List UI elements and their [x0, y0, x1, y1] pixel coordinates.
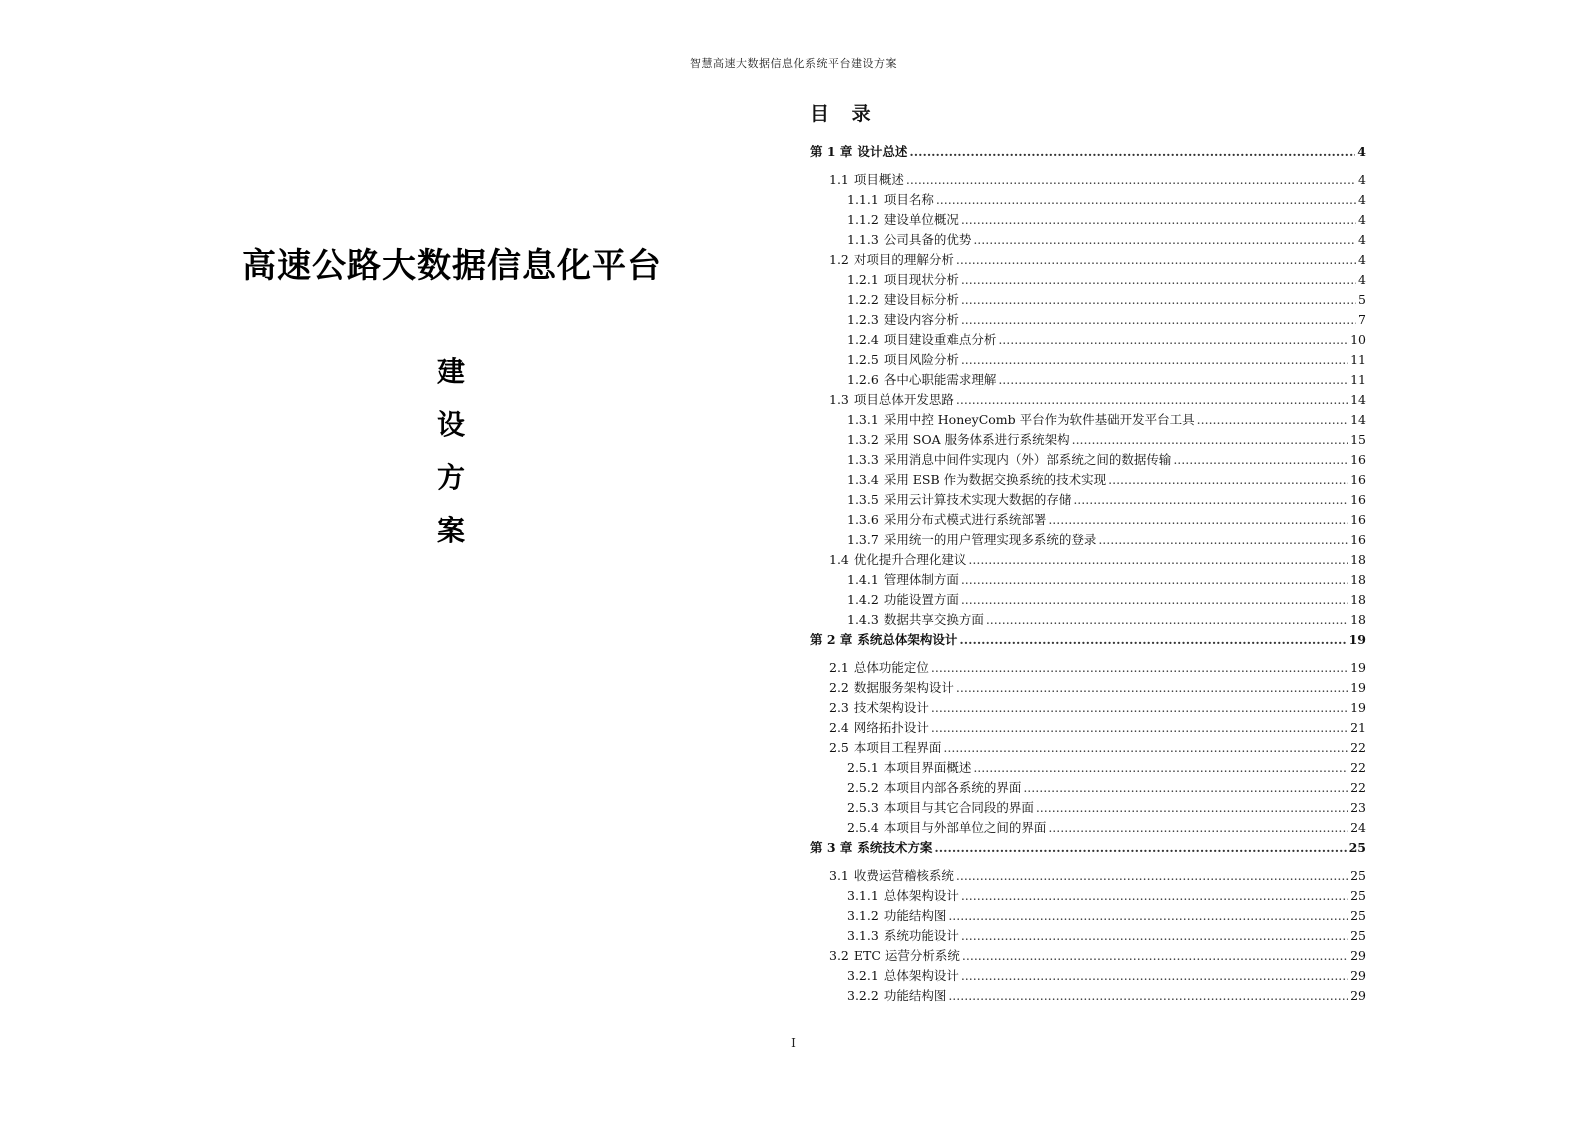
- toc-entry-page: 18: [1350, 572, 1366, 587]
- toc-entry-page: 16: [1350, 512, 1366, 527]
- toc-dot-leader: [961, 270, 1356, 290]
- running-header: 智慧高速大数据信息化系统平台建设方案: [690, 57, 897, 70]
- toc-entry[interactable]: [810, 678, 1366, 698]
- toc-entry-title: 建设目标分析: [883, 292, 959, 307]
- toc-entry-page: 25: [1350, 868, 1366, 883]
- toc-entry-title: 项目建设重难点分析: [883, 332, 997, 347]
- toc-entry[interactable]: [810, 370, 1366, 390]
- toc-entry-title: 项目概述: [853, 172, 904, 187]
- toc-entry[interactable]: [810, 778, 1366, 798]
- toc-entry[interactable]: [810, 190, 1366, 210]
- toc-entry-page: 11: [1350, 352, 1366, 367]
- toc-entry[interactable]: [810, 430, 1366, 450]
- toc-entry[interactable]: [810, 570, 1366, 590]
- toc-dot-leader: [968, 550, 1348, 570]
- toc-dot-leader: [906, 170, 1356, 190]
- toc-entry-number: 3.2.2: [847, 988, 879, 1003]
- toc-entry-number: 1.1.2: [847, 212, 879, 227]
- toc-entry-number: 2.5.3: [847, 800, 879, 815]
- toc-entry[interactable]: [810, 550, 1366, 570]
- toc-dot-leader: [1023, 778, 1348, 798]
- toc-entry-number: 1.2.6: [847, 372, 879, 387]
- toc-entry[interactable]: [810, 510, 1366, 530]
- toc-entry-title: 总体架构设计: [883, 888, 959, 903]
- toc-entry-number: 2.5.1: [847, 760, 879, 775]
- toc-entry-title: 本项目与其它合同段的界面: [883, 800, 1034, 815]
- toc-entry-title: 本项目与外部单位之间的界面: [883, 820, 1047, 835]
- toc-entry-page: 4: [1358, 232, 1366, 247]
- cover-subtitle-char: 案: [437, 514, 466, 547]
- toc-entry-number: 第 1 章: [810, 144, 853, 159]
- toc-dot-leader: [948, 986, 1348, 1006]
- toc-entry-title: 各中心职能需求理解: [883, 372, 997, 387]
- toc-dot-leader: [959, 630, 1346, 650]
- cover-subtitle-char: 方: [437, 461, 466, 494]
- toc-entry-page: 15: [1350, 432, 1366, 447]
- toc-entry-title: 采用 ESB 作为数据交换系统的技术实现: [883, 472, 1107, 487]
- toc-entry-number: 3.1.1: [847, 888, 879, 903]
- toc-entry[interactable]: [810, 490, 1366, 510]
- toc-entry[interactable]: [810, 946, 1366, 966]
- toc-entry-number: 1.3.2: [847, 432, 879, 447]
- toc-entry-title: 数据共享交换方面: [883, 612, 984, 627]
- toc-entry-number: 1.3.5: [847, 492, 879, 507]
- toc-dot-leader: [1108, 470, 1348, 490]
- toc-entry-number: 1.3.3: [847, 452, 879, 467]
- toc-dot-leader: [934, 838, 1346, 858]
- toc-entry-title: 系统技术方案: [857, 840, 933, 855]
- toc-entry-title: 管理体制方面: [883, 572, 959, 587]
- toc-entry[interactable]: [810, 470, 1366, 490]
- toc-entry-title: 技术架构设计: [853, 700, 929, 715]
- toc-entry-number: 1.1: [829, 172, 849, 187]
- toc-entry[interactable]: [810, 230, 1366, 250]
- cover-title: 高速公路大数据信息化平台: [242, 246, 662, 286]
- toc-entry-page: 16: [1350, 532, 1366, 547]
- toc-entry-number: 3.1: [829, 868, 849, 883]
- toc-entry-page: 29: [1350, 948, 1366, 963]
- toc-entry[interactable]: [810, 926, 1366, 946]
- toc-entry-page: 22: [1350, 740, 1366, 755]
- toc-entry-number: 1.4.2: [847, 592, 879, 607]
- toc-entry-title: 采用消息中间件实现内（外）部系统之间的数据传输: [883, 452, 1172, 467]
- toc-dot-leader: [931, 718, 1348, 738]
- toc-entry-title: 设计总述: [857, 144, 908, 159]
- toc-entry[interactable]: [810, 530, 1366, 550]
- toc-dot-leader: [962, 946, 1348, 966]
- toc-entry-page: 24: [1350, 820, 1366, 835]
- toc-entry-number: 2.5.4: [847, 820, 879, 835]
- cover-subtitle-char: 设: [437, 408, 466, 441]
- toc-entry-number: 1.2.1: [847, 272, 879, 287]
- toc-entry-number: 3.1.2: [847, 908, 879, 923]
- toc-entry-number: 1.3.1: [847, 412, 879, 427]
- toc-dot-leader: [961, 570, 1348, 590]
- toc-entry-number: 1.4: [829, 552, 849, 567]
- toc-entry[interactable]: [810, 350, 1366, 370]
- toc-dot-leader: [1098, 530, 1348, 550]
- toc-entry-title: 收费运营稽核系统: [853, 868, 954, 883]
- toc-heading: 目 录: [810, 103, 879, 125]
- toc-entry-number: 第 3 章: [810, 840, 853, 855]
- toc-entry-number: 2.4: [829, 720, 849, 735]
- toc-entry-page: 22: [1350, 760, 1366, 775]
- toc-dot-leader: [956, 678, 1348, 698]
- toc-entry-page: 4: [1358, 252, 1366, 267]
- toc-dot-leader: [986, 610, 1348, 630]
- toc-entry[interactable]: [810, 390, 1366, 410]
- toc-entry-number: 2.5.2: [847, 780, 879, 795]
- toc-entry[interactable]: [810, 798, 1366, 818]
- toc-entry[interactable]: [810, 718, 1366, 738]
- toc-dot-leader: [931, 698, 1348, 718]
- toc-entry-title: 本项目界面概述: [883, 760, 972, 775]
- toc-entry-page: 21: [1350, 720, 1366, 735]
- toc-entry-page: 18: [1350, 592, 1366, 607]
- toc-entry[interactable]: [810, 270, 1366, 290]
- toc-dot-leader: [1048, 818, 1348, 838]
- toc-entry-number: 1.3.7: [847, 532, 879, 547]
- toc-entry[interactable]: [810, 330, 1366, 350]
- toc-dot-leader: [973, 758, 1348, 778]
- toc-dot-leader: [931, 658, 1348, 678]
- toc-entry-title: 建设内容分析: [883, 312, 959, 327]
- toc-entry-number: 1.3: [829, 392, 849, 407]
- toc-entry-number: 3.2.1: [847, 968, 879, 983]
- cover-subtitle-vertical: [437, 355, 465, 567]
- toc-entry-title: 采用 SOA 服务体系进行系统架构: [883, 432, 1070, 447]
- toc-entry-title: 本项目内部各系统的界面: [883, 780, 1022, 795]
- toc-entry-title: 系统功能设计: [883, 928, 959, 943]
- toc-entry[interactable]: [810, 966, 1366, 986]
- toc-entry-title: ETC 运营分析系统: [853, 948, 960, 963]
- toc-dot-leader: [961, 926, 1348, 946]
- toc-entry[interactable]: [810, 986, 1366, 1006]
- toc-dot-leader: [936, 190, 1356, 210]
- toc-entry[interactable]: [810, 450, 1366, 470]
- toc-entry-title: 优化提升合理化建议: [853, 552, 967, 567]
- toc-entry-title: 功能结构图: [883, 908, 947, 923]
- toc-entry[interactable]: [810, 290, 1366, 310]
- toc-entry-page: 19: [1350, 660, 1366, 675]
- toc-entry-title: 网络拓扑设计: [853, 720, 929, 735]
- toc-entry[interactable]: [810, 170, 1366, 190]
- toc-entry-number: 1.2.3: [847, 312, 879, 327]
- toc-dot-leader: [1036, 798, 1348, 818]
- toc-entry-title: 总体功能定位: [853, 660, 929, 675]
- toc-entry-number: 1.4.1: [847, 572, 879, 587]
- toc-entry[interactable]: [810, 698, 1366, 718]
- toc-entry-title: 数据服务架构设计: [853, 680, 954, 695]
- toc-entry[interactable]: [810, 866, 1366, 886]
- toc-entry-number: 2.2: [829, 680, 849, 695]
- toc-entry-page: 23: [1350, 800, 1366, 815]
- toc-entry[interactable]: [810, 906, 1366, 926]
- toc-dot-leader: [961, 210, 1356, 230]
- toc-entry-number: 1.3.4: [847, 472, 879, 487]
- page-number: I: [791, 1036, 796, 1050]
- toc-entry-number: 第 2 章: [810, 632, 853, 647]
- toc-entry-page: 5: [1358, 292, 1366, 307]
- toc-entry[interactable]: [810, 886, 1366, 906]
- toc-entry-number: 1.2.4: [847, 332, 879, 347]
- toc-dot-leader: [1173, 450, 1348, 470]
- toc-entry-title: 采用统一的用户管理实现多系统的登录: [883, 532, 1097, 547]
- toc-entry-title: 项目现状分析: [883, 272, 959, 287]
- toc-entry-page: 29: [1350, 988, 1366, 1003]
- toc-entry-page: 19: [1350, 680, 1366, 695]
- toc-entry-page: 25: [1350, 908, 1366, 923]
- toc-entry-page: 25: [1348, 840, 1366, 855]
- toc-entry-number: 1.2.5: [847, 352, 879, 367]
- toc-entry-page: 29: [1350, 968, 1366, 983]
- toc-entry-number: 3.2: [829, 948, 849, 963]
- toc-entry-title: 总体架构设计: [883, 968, 959, 983]
- toc-entry-page: 22: [1350, 780, 1366, 795]
- toc-entry-title: 功能设置方面: [883, 592, 959, 607]
- toc-entry-page: 11: [1350, 372, 1366, 387]
- toc-entry[interactable]: [810, 630, 1366, 658]
- toc-list: [810, 142, 1366, 1006]
- toc-entry[interactable]: [810, 738, 1366, 758]
- toc-entry-title: 项目风险分析: [883, 352, 959, 367]
- toc-dot-leader: [961, 590, 1348, 610]
- toc-entry[interactable]: [810, 142, 1366, 170]
- toc-entry[interactable]: [810, 210, 1366, 230]
- toc-entry-number: 1.4.3: [847, 612, 879, 627]
- toc-entry-page: 4: [1358, 192, 1366, 207]
- toc-entry-page: 4: [1357, 144, 1366, 159]
- toc-entry-number: 1.2.2: [847, 292, 879, 307]
- toc-dot-leader: [1048, 510, 1348, 530]
- toc-dot-leader: [961, 886, 1348, 906]
- toc-entry-number: 1.1.1: [847, 192, 879, 207]
- toc-dot-leader: [1072, 430, 1348, 450]
- toc-entry-page: 14: [1350, 392, 1366, 407]
- toc-entry-page: 4: [1358, 212, 1366, 227]
- toc-entry-title: 系统总体架构设计: [857, 632, 958, 647]
- toc-entry-number: 2.3: [829, 700, 849, 715]
- toc-entry-number: 2.1: [829, 660, 849, 675]
- toc-entry-title: 建设单位概况: [883, 212, 959, 227]
- toc-entry[interactable]: [810, 310, 1366, 330]
- toc-dot-leader: [973, 230, 1356, 250]
- toc-dot-leader: [1073, 490, 1348, 510]
- toc-entry-title: 采用云计算技术实现大数据的存储: [883, 492, 1072, 507]
- toc-entry-number: 2.5: [829, 740, 849, 755]
- toc-entry-page: 25: [1350, 928, 1366, 943]
- toc-entry-number: 1.3.6: [847, 512, 879, 527]
- toc-entry[interactable]: [810, 410, 1366, 430]
- toc-entry-page: 7: [1358, 312, 1366, 327]
- toc-entry-page: 19: [1348, 632, 1366, 647]
- toc-dot-leader: [956, 866, 1348, 886]
- toc-entry-page: 16: [1350, 472, 1366, 487]
- toc-entry-title: 项目名称: [883, 192, 934, 207]
- toc-dot-leader: [961, 290, 1356, 310]
- table-of-contents: [810, 102, 1366, 1006]
- toc-entry[interactable]: [810, 658, 1366, 678]
- toc-entry-page: 10: [1350, 332, 1366, 347]
- toc-entry[interactable]: [810, 610, 1366, 630]
- toc-dot-leader: [909, 142, 1355, 162]
- toc-dot-leader: [961, 966, 1348, 986]
- toc-entry-title: 采用分布式模式进行系统部署: [883, 512, 1047, 527]
- toc-dot-leader: [998, 370, 1348, 390]
- toc-dot-leader: [943, 738, 1348, 758]
- toc-entry-page: 14: [1350, 412, 1366, 427]
- toc-dot-leader: [948, 906, 1348, 926]
- toc-entry-title: 采用中控 HoneyComb 平台作为软件基础开发平台工具: [883, 412, 1195, 427]
- toc-entry-number: 1.1.3: [847, 232, 879, 247]
- toc-entry-title: 对项目的理解分析: [853, 252, 954, 267]
- toc-dot-leader: [961, 310, 1356, 330]
- toc-entry-title: 项目总体开发思路: [853, 392, 954, 407]
- toc-entry[interactable]: [810, 838, 1366, 866]
- cover-subtitle-char: 建: [437, 355, 466, 388]
- toc-dot-leader: [998, 330, 1348, 350]
- toc-entry-page: 16: [1350, 452, 1366, 467]
- toc-entry[interactable]: [810, 758, 1366, 778]
- toc-entry-page: 18: [1350, 552, 1366, 567]
- toc-entry-number: 1.2: [829, 252, 849, 267]
- toc-entry[interactable]: [810, 818, 1366, 838]
- toc-entry-page: 4: [1358, 172, 1366, 187]
- toc-dot-leader: [1197, 410, 1348, 430]
- toc-entry-title: 公司具备的优势: [883, 232, 972, 247]
- toc-entry[interactable]: [810, 250, 1366, 270]
- toc-dot-leader: [961, 350, 1348, 370]
- toc-entry-title: 本项目工程界面: [853, 740, 942, 755]
- toc-entry-page: 19: [1350, 700, 1366, 715]
- toc-entry[interactable]: [810, 590, 1366, 610]
- toc-entry-number: 3.1.3: [847, 928, 879, 943]
- toc-entry-page: 4: [1358, 272, 1366, 287]
- toc-dot-leader: [956, 390, 1348, 410]
- toc-dot-leader: [956, 250, 1356, 270]
- toc-entry-title: 功能结构图: [883, 988, 947, 1003]
- toc-entry-page: 25: [1350, 888, 1366, 903]
- toc-entry-page: 16: [1350, 492, 1366, 507]
- toc-entry-page: 18: [1350, 612, 1366, 627]
